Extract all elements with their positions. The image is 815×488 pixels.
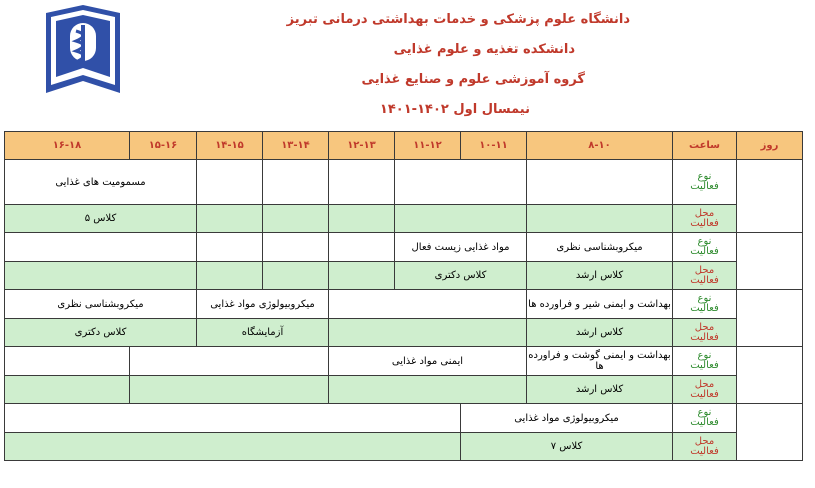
- activity-type-label: نوع فعالیت: [673, 160, 737, 205]
- university-title: دانشگاه علوم پزشکی و خدمات بهداشتی درمانی تبریز: [286, 12, 630, 27]
- header-day: روز: [737, 132, 803, 160]
- header-slot: ۱۶-۱۸: [5, 132, 130, 160]
- table-cell: آزمایشگاه: [197, 319, 329, 347]
- day-wednesday: چهارشنبه: [737, 404, 803, 461]
- table-row: [5, 376, 803, 404]
- table-cell: کلاس ارشد: [527, 376, 673, 404]
- table-row: [5, 262, 803, 290]
- table-row: [5, 404, 803, 433]
- table-cell: [5, 376, 130, 404]
- table-cell: [5, 347, 130, 376]
- table-cell: [263, 233, 329, 262]
- table-cell: [263, 262, 329, 290]
- day-sunday: یکشنبه: [737, 233, 803, 290]
- table-cell: [527, 160, 673, 205]
- table-cell: [130, 347, 329, 376]
- header-time: ساعت: [673, 132, 737, 160]
- table-cell: [197, 205, 263, 233]
- table-cell: [395, 205, 527, 233]
- header-slot: ۱۴-۱۵: [197, 132, 263, 160]
- table-cell: کلاس ارشد: [527, 319, 673, 347]
- table-cell: [329, 233, 395, 262]
- header-slot: ۱۲-۱۳: [329, 132, 395, 160]
- table-cell: کلاس دکتری: [395, 262, 527, 290]
- department-title: گروه آموزشی علوم و صنایع غذایی: [361, 72, 585, 87]
- activity-place-label: محل فعالیت: [673, 205, 737, 233]
- table-cell: بهداشت و ایمنی شیر و فراورده ها: [527, 290, 673, 319]
- day-tuesday: سه شنبه: [737, 347, 803, 404]
- university-logo: [40, 5, 126, 95]
- activity-place-label: محل فعالیت: [673, 319, 737, 347]
- table-cell: [395, 160, 527, 205]
- semester-title: نیمسال اول ۱۴۰۲-۱۴۰۱: [379, 102, 530, 117]
- table-cell: [329, 160, 395, 205]
- faculty-title: دانشکده تغذیه و علوم غذایی: [393, 42, 575, 57]
- table-cell: میکروبشناسی نظری: [5, 290, 197, 319]
- table-cell: بهداشت و ایمنی گوشت و فراورده ها: [527, 347, 673, 376]
- table-cell: ایمنی مواد غذایی: [329, 347, 527, 376]
- header-row: [5, 132, 803, 160]
- table-cell: میکروبیولوژی مواد غذایی: [461, 404, 673, 433]
- table-cell: [5, 404, 461, 433]
- table-row: [5, 319, 803, 347]
- table-cell: [329, 205, 395, 233]
- activity-type-label: نوع فعالیت: [673, 347, 737, 376]
- table-cell: [197, 262, 263, 290]
- table-cell: میکروبیولوژی مواد غذایی: [197, 290, 329, 319]
- table-row: [5, 205, 803, 233]
- activity-type-label: نوع فعالیت: [673, 404, 737, 433]
- table-cell: کلاس دکتری: [5, 319, 197, 347]
- header-slot: ۱۵-۱۶: [130, 132, 197, 160]
- header-slot: ۱۳-۱۴: [263, 132, 329, 160]
- activity-place-label: محل فعالیت: [673, 433, 737, 461]
- table-cell: [5, 233, 197, 262]
- header-slot: ۱۰-۱۱: [461, 132, 527, 160]
- table-row: [5, 347, 803, 376]
- day-saturday: شنبه: [737, 160, 803, 233]
- table-cell: کلاس ۵: [5, 205, 197, 233]
- table-cell: میکروبشناسی نظری: [527, 233, 673, 262]
- activity-type-label: نوع فعالیت: [673, 290, 737, 319]
- header-slot: ۸-۱۰: [527, 132, 673, 160]
- header-slot: ۱۱-۱۲: [395, 132, 461, 160]
- table-cell: [197, 160, 263, 205]
- table-row: [5, 160, 803, 205]
- table-cell: مسمومیت های غذایی: [5, 160, 197, 205]
- activity-place-label: محل فعالیت: [673, 262, 737, 290]
- table-cell: [329, 290, 527, 319]
- table-cell: کلاس ارشد: [527, 262, 673, 290]
- table-cell: [197, 233, 263, 262]
- activity-place-label: محل فعالیت: [673, 376, 737, 404]
- table-cell: [263, 205, 329, 233]
- table-cell: [329, 376, 527, 404]
- table-cell: [5, 433, 461, 461]
- table-row: [5, 233, 803, 262]
- table-row: [5, 290, 803, 319]
- table-cell: [527, 205, 673, 233]
- activity-type-label: نوع فعالیت: [673, 233, 737, 262]
- schedule-table: [4, 131, 803, 461]
- day-monday: دوشنبه: [737, 290, 803, 347]
- table-cell: [329, 262, 395, 290]
- table-row: [5, 433, 803, 461]
- table-cell: کلاس ۷: [461, 433, 673, 461]
- table-cell: [130, 376, 329, 404]
- table-cell: [263, 160, 329, 205]
- table-cell: مواد غذایی زیست فعال: [395, 233, 527, 262]
- table-cell: [329, 319, 527, 347]
- table-cell: [5, 262, 197, 290]
